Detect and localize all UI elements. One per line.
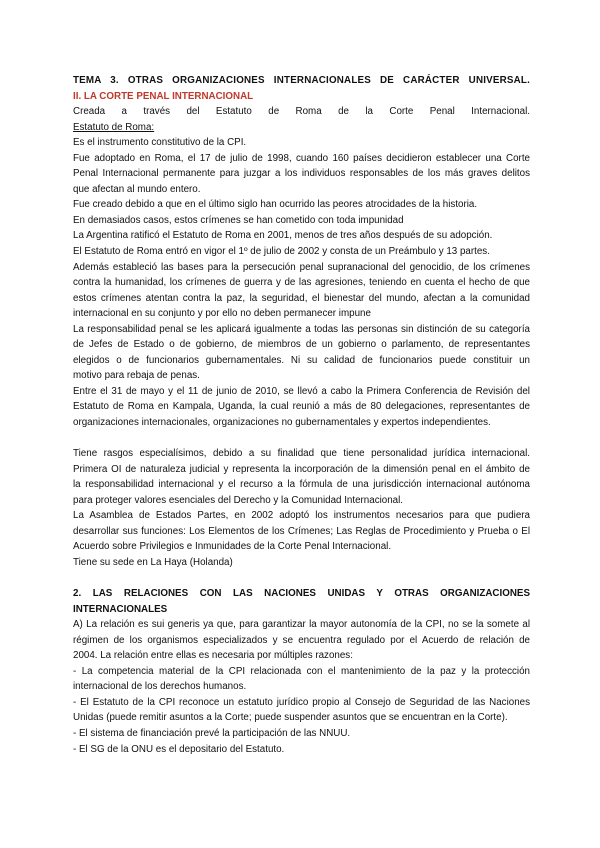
paragraph-line: 2004. La relación entre ellas es necesaria por múltiples razones:: [73, 650, 353, 662]
list-item-continuation: Unidas (puede remitir asuntos a la Corte; puede suspender asuntos que se encuentran en la Corte).: [73, 712, 508, 724]
paragraph-line: A) La relación es sui generis ya que, para garantizar la mayor autonomía de la CPI, no se la somete al: [73, 619, 530, 631]
paragraph-line: elegidos o de funcionarios gubernamentales. Ni su calidad de funcionarios puede constituir un: [73, 354, 530, 366]
paragraph-line: El Estatuto de Roma entró en vigor el 1º de julio de 2002 y consta de un Preámbulo y 13 partes.: [73, 246, 490, 258]
paragraph-line: motivo para rebaja de penas.: [73, 370, 200, 382]
paragraph-line: organizaciones internacionales, organizaciones no gubernamentales y expertos independientes.: [73, 417, 491, 429]
paragraph-line: régimen de los organismos especializados y se encuentra regulado por el Acuerdo de relación de: [73, 634, 530, 646]
paragraph-line: Creada a través del Estatuto de Roma de la Corte Penal Internacional.: [73, 106, 530, 118]
paragraph-line: contra la humanidad, los crímenes de guerra y de las agresiones, teniendo en cuenta el hecho de que: [73, 277, 530, 289]
paragraph-line: Acuerdo sobre Privilegios e Inmunidades de la Corte Penal Internacional.: [73, 541, 392, 553]
paragraph-line: para proteger valores esenciales del Derecho y la Comunidad Internacional.: [73, 494, 404, 506]
section-heading-relaciones: 2. LAS RELACIONES CON LAS NACIONES UNIDAS Y OTRAS ORGANIZACIONES INTERNACIONALES: [73, 588, 530, 615]
paragraph-line: Primera OI de naturaleza judicial y representa la incorporación de la dimensión penal en el ámbito de: [73, 463, 530, 475]
paragraph-line: Fue adoptado en Roma, el 17 de julio de 1998, cuando 160 países decidieron establecer una Corte: [73, 152, 530, 164]
paragraph-line: La Asamblea de Estados Partes, en 2002 adoptó los instrumentos necesarios para que pudiera: [73, 510, 530, 522]
paragraph-line: internacional en su conjunto y por ello no deben permanecer impune: [73, 308, 371, 320]
page-title: TEMA 3. OTRAS ORGANIZACIONES INTERNACIONALES DE CARÁCTER UNIVERSAL.: [73, 75, 530, 86]
paragraph-spacer: [73, 431, 530, 447]
paragraph-line: La responsabilidad penal se les aplicará igualmente a todas las personas sin distinción de su categoría: [73, 323, 530, 335]
paragraph-line: En demasiados casos, estos crímenes se han cometido con toda impunidad: [73, 214, 404, 226]
paragraph-line: estos crímenes atentan contra la paz, la seguridad, el bienestar del mundo, afectan a la comunidad: [73, 292, 530, 304]
list-item: - La competencia material de la CPI relacionada con el mantenimiento de la paz y la protección: [73, 665, 530, 677]
paragraph-line: Fue creado debido a que en el último siglo han ocurrido las peores atrocidades de la historia.: [73, 199, 478, 211]
subheading-estatuto-roma: Estatuto de Roma:: [73, 121, 155, 133]
paragraph-line: de Jefes de Estado o de gobierno, de miembros de un gobierno o parlamento, de representantes: [73, 339, 530, 351]
paragraph-line: La Argentina ratificó el Estatuto de Roma en 2001, menos de tres años después de su adopción.: [73, 230, 493, 242]
list-item-continuation: internacional de los derechos humanos.: [73, 681, 247, 693]
paragraph-line: la responsabilidad internacional y el recurso a la fórmula de una jurisdicción internacional autónoma: [73, 479, 530, 491]
list-item: - El SG de la ONU es el depositario del Estatuto.: [73, 743, 285, 755]
document-page: [73, 73, 530, 757]
paragraph-line: Tiene su sede en La Haya (Holanda): [73, 556, 233, 568]
paragraph-line: Tiene rasgos especialísimos, debido a su finalidad que tiene personalidad jurídica internacional.: [73, 448, 530, 460]
paragraph-line: Penal Internacional permanente para juzgar a los individuos responsables de los más graves delitos: [73, 168, 530, 180]
paragraph-spacer: [73, 571, 530, 587]
section-heading-cpi: II. LA CORTE PENAL INTERNACIONAL: [73, 90, 254, 102]
paragraph-line: desarrollar sus funciones: Los Elementos de los Crímenes; Las Reglas de Procedimiento y Prueba o El: [73, 525, 530, 537]
paragraph-line: Estatuto de Roma en Kampala, Uganda, la cual reunió a más de 80 delegaciones, representantes de: [73, 401, 530, 413]
paragraph-line: Es el instrumento constitutivo de la CPI.: [73, 137, 247, 149]
list-item: - El sistema de financiación prevé la participación de las NNUU.: [73, 727, 351, 739]
paragraph-line: Además estableció las bases para la persecución penal supranacional del genocidio, de los crímenes: [73, 261, 530, 273]
list-item: - El Estatuto de la CPI reconoce un estatuto jurídico propio al Consejo de Seguridad de las Naciones: [73, 696, 530, 708]
paragraph-line: que afectan al mundo entero.: [73, 183, 201, 195]
paragraph-line: Entre el 31 de mayo y el 11 de junio de 2010, se llevó a cabo la Primera Conferencia de Revisión del: [73, 385, 530, 397]
